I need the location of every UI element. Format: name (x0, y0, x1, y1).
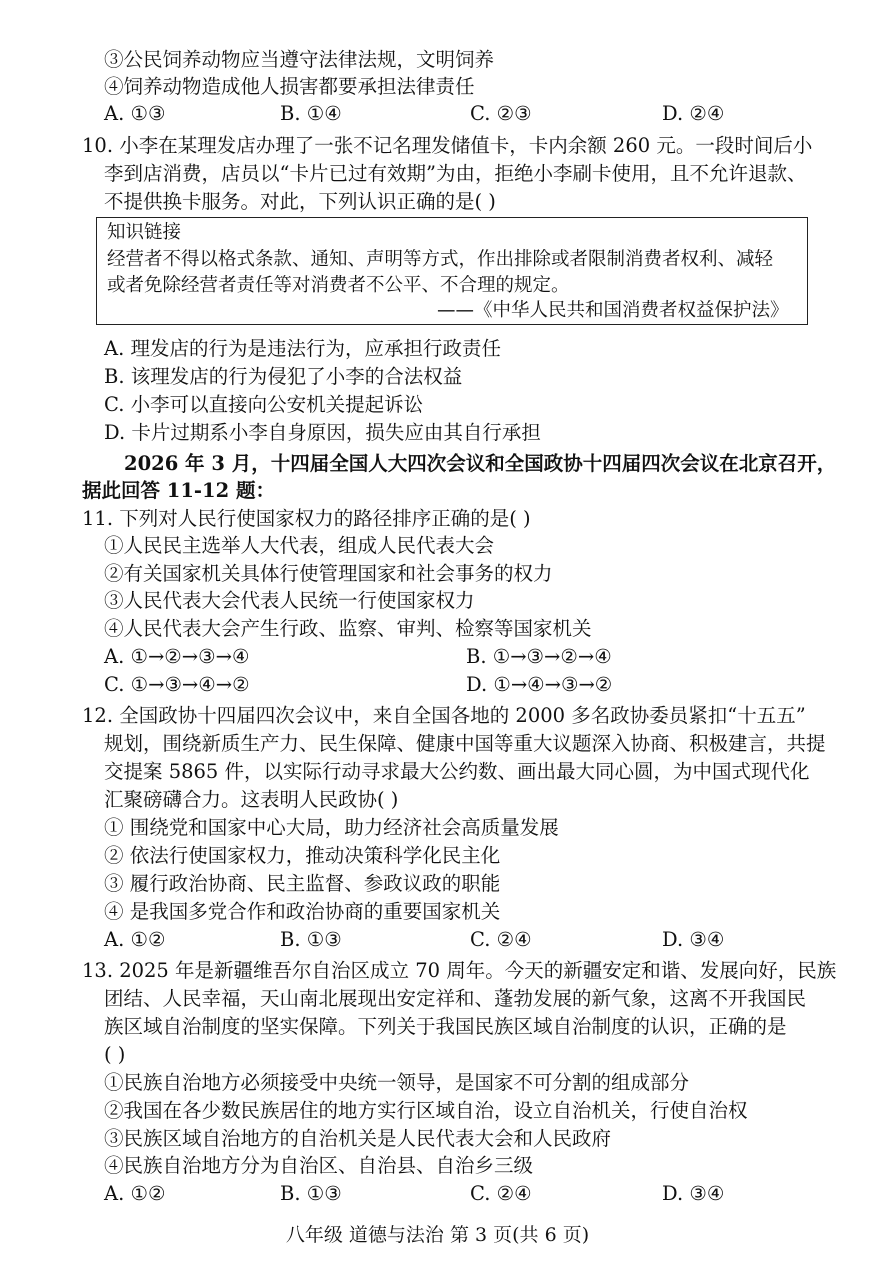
q10-stem-line-1: 10. 小李在某理发店办理了一张不记名理发储值卡，卡内余额 260 元。一段时间后小 (82, 134, 813, 157)
q10-option-b: B. 该理发店的行为侵犯了小李的合法权益 (104, 365, 463, 388)
q12-option-d: D. ③④ (662, 928, 725, 951)
knowledge-link-source: ——《中华人民共和国消费者权益保护法》 (437, 300, 789, 321)
q13-stem-line-4: ( ) (104, 1043, 126, 1066)
q10-option-d: D. 卡片过期系小李自身原因，损失应由其自行承担 (104, 421, 541, 444)
q10-stem-line-2: 李到店消费，店员以“卡片已过有效期”为由，拒绝小李刷卡使用，且不允许退款、 (104, 162, 807, 185)
knowledge-link-title: 知识链接 (107, 222, 182, 243)
q12-statement-3: ③ 履行政治协商、民主监督、参政议政的职能 (104, 872, 501, 895)
q9-option-c: C. ②③ (470, 102, 532, 125)
q13-option-c: C. ②④ (470, 1182, 532, 1205)
q12-option-c: C. ②④ (470, 928, 532, 951)
q13-stem-line-1: 13. 2025 年是新疆维吾尔自治区成立 70 周年。今天的新疆安定和谐、发展向好，民族 (82, 959, 837, 982)
q13-stem-line-3: 族区域自治制度的坚实保障。下列关于我国民族区域自治制度的认识，正确的是 (104, 1015, 787, 1038)
q11-statement-2: ②有关国家机关具体行使管理国家和社会事务的权力 (104, 562, 553, 585)
q9-option-a: A. ①③ (104, 102, 166, 125)
q13-option-d: D. ③④ (662, 1182, 725, 1205)
q11-statement-4: ④人民代表大会产生行政、监察、审判、检察等国家机关 (104, 617, 592, 640)
q11-option-d: D. ①→④→③→② (466, 673, 613, 696)
intro-11-12-line-1: 2026 年 3 月，十四届全国人大四次会议和全国政协十四届四次会议在北京召开， (124, 452, 837, 475)
q9-option-d: D. ②④ (662, 102, 725, 125)
q10-option-c: C. 小李可以直接向公安机关提起诉讼 (104, 393, 424, 416)
q13-statement-1: ①民族自治地方必须接受中央统一领导，是国家不可分割的组成部分 (104, 1071, 690, 1094)
q12-stem-line-4: 汇聚磅礴合力。这表明人民政协( ) (104, 788, 399, 811)
q13-statement-4: ④民族自治地方分为自治区、自治县、自治乡三级 (104, 1154, 534, 1177)
q12-statement-4: ④ 是我国多党合作和政治协商的重要国家机关 (104, 900, 501, 923)
q12-stem-line-3: 交提案 5865 件，以实际行动寻求最大公约数、画出最大同心圆，为中国式现代化 (104, 760, 810, 783)
q13-stem-line-2: 团结、人民幸福，天山南北展现出安定祥和、蓬勃发展的新气象，这离不开我国民 (104, 987, 807, 1010)
q11-option-c: C. ①→③→④→② (104, 673, 250, 696)
page-footer: 八年级 道德与法治 第 3 页(共 6 页) (285, 1224, 590, 1246)
q11-stem: 11. 下列对人民行使国家权力的路径排序正确的是( ) (82, 507, 531, 530)
q11-statement-3: ③人民代表大会代表人民统一行使国家权力 (104, 589, 475, 612)
q13-option-a: A. ①② (104, 1182, 166, 1205)
q13-statement-3: ③民族区域自治地方的自治机关是人民代表大会和人民政府 (104, 1127, 612, 1150)
q12-stem-line-1: 12. 全国政协十四届四次会议中，来自全国各地的 2000 多名政协委员紧扣“十五五” (82, 704, 806, 727)
q9-statement-3: ③公民饲养动物应当遵守法律法规，文明饲养 (104, 48, 495, 71)
q13-option-b: B. ①③ (280, 1182, 342, 1205)
q10-option-a: A. 理发店的行为是违法行为，应承担行政责任 (104, 337, 501, 360)
q11-option-b: B. ①→③→②→④ (466, 645, 612, 668)
q11-option-a: A. ①→②→③→④ (104, 645, 250, 668)
q12-statement-2: ② 依法行使国家权力，推动决策科学化民主化 (104, 844, 501, 867)
q12-option-b: B. ①③ (280, 928, 342, 951)
knowledge-link-box (96, 217, 808, 325)
q11-statement-1: ①人民民主选举人大代表，组成人民代表大会 (104, 534, 495, 557)
q12-statement-1: ① 围绕党和国家中心大局，助力经济社会高质量发展 (104, 816, 559, 839)
q12-stem-line-2: 规划，围绕新质生产力、民生保障、健康中国等重大议题深入协商、积极建言，共提 (104, 732, 826, 755)
q13-statement-2: ②我国在各少数民族居住的地方实行区域自治，设立自治机关，行使自治权 (104, 1099, 748, 1122)
q9-statement-4: ④饲养动物造成他人损害都要承担法律责任 (104, 75, 475, 98)
q12-option-a: A. ①② (104, 928, 166, 951)
knowledge-link-text-1: 经营者不得以格式条款、通知、声明等方式，作出排除或者限制消费者权利、减轻 (107, 249, 774, 270)
intro-11-12-line-2: 据此回答 11-12 题： (82, 479, 275, 502)
knowledge-link-text-2: 或者免除经营者责任等对消费者不公平、不合理的规定。 (107, 275, 570, 296)
q10-stem-line-3: 不提供换卡服务。对此，下列认识正确的是( ) (104, 190, 496, 213)
q9-option-b: B. ①④ (280, 102, 342, 125)
